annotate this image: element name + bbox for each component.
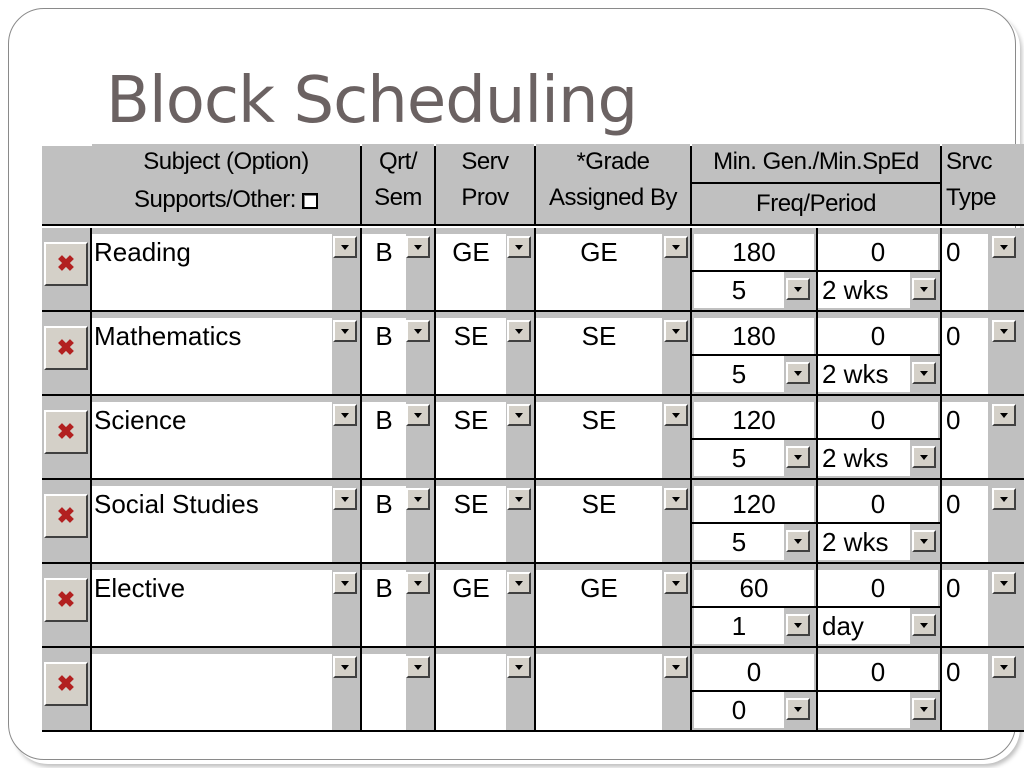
column-divider <box>360 564 362 648</box>
chevron-down-icon <box>341 329 349 334</box>
dropdown-button[interactable] <box>912 278 936 300</box>
chevron-down-icon <box>414 329 422 334</box>
dropdown-button[interactable] <box>992 320 1016 342</box>
period-field[interactable]: 2 wks <box>818 272 910 308</box>
header-srvc-line1: Srvc <box>942 144 1024 180</box>
min-sped-field[interactable]: 0 <box>818 570 938 606</box>
column-divider <box>360 312 362 396</box>
header-subject-supports-label: Supports/Other: <box>134 186 296 213</box>
serv-prov-field[interactable]: SE <box>436 402 506 478</box>
dropdown-button[interactable] <box>664 320 688 342</box>
chevron-down-icon <box>672 413 680 418</box>
header-min-line1: Min. Gen./Min.SpEd <box>692 144 940 180</box>
header-subject-line2 <box>92 182 360 218</box>
chevron-down-icon <box>672 245 680 250</box>
header-divider <box>690 182 942 184</box>
delete-row-button[interactable] <box>44 578 88 622</box>
period-field[interactable]: 2 wks <box>818 356 910 392</box>
dropdown-button[interactable] <box>992 488 1016 510</box>
freq-field[interactable]: 5 <box>694 440 784 476</box>
chevron-down-icon <box>672 329 680 334</box>
chevron-down-icon <box>341 413 349 418</box>
header-subject-line1: Subject (Option) <box>92 144 360 180</box>
chevron-down-icon <box>341 245 349 250</box>
column-divider <box>534 648 536 732</box>
dropdown-button[interactable] <box>406 320 430 342</box>
column-divider <box>816 396 818 480</box>
dropdown-button[interactable] <box>333 488 357 510</box>
header-divider <box>534 146 536 226</box>
min-sped-field[interactable]: 0 <box>818 654 938 690</box>
delete-row-button[interactable] <box>44 662 88 706</box>
delete-row-icon: ✖ <box>56 587 76 612</box>
delete-row-icon: ✖ <box>56 503 76 528</box>
dropdown-button[interactable] <box>786 278 810 300</box>
chevron-down-icon <box>1000 413 1008 418</box>
qrt-sem-field[interactable]: B <box>362 570 406 646</box>
dropdown-button[interactable] <box>333 236 357 258</box>
freq-field[interactable]: 1 <box>694 608 784 644</box>
row-bottom-line <box>42 730 1024 732</box>
subject-field[interactable]: Social Studies <box>90 486 332 562</box>
column-divider <box>434 228 436 312</box>
chevron-down-icon <box>515 665 523 670</box>
chevron-down-icon <box>794 371 802 376</box>
min-sped-field[interactable]: 0 <box>818 402 938 438</box>
freq-field[interactable]: 5 <box>694 524 784 560</box>
delete-row-icon: ✖ <box>56 671 76 696</box>
chevron-down-icon <box>341 497 349 502</box>
column-divider <box>940 648 942 732</box>
column-divider <box>940 312 942 396</box>
min-gen-field[interactable]: 120 <box>694 402 814 438</box>
chevron-down-icon <box>920 455 928 460</box>
dropdown-button[interactable] <box>507 656 531 678</box>
header-divider <box>690 146 692 226</box>
column-divider <box>816 312 818 396</box>
column-divider <box>690 396 692 480</box>
dropdown-button[interactable] <box>786 446 810 468</box>
column-divider <box>90 564 92 648</box>
header-serv-line1: Serv <box>436 144 534 180</box>
subject-field[interactable] <box>90 654 332 730</box>
serv-prov-field[interactable]: GE <box>436 234 506 310</box>
dropdown-button[interactable] <box>507 488 531 510</box>
dropdown-button[interactable] <box>406 572 430 594</box>
chevron-down-icon <box>794 707 802 712</box>
grade-assigned-field[interactable]: SE <box>536 318 662 394</box>
dropdown-button[interactable] <box>507 320 531 342</box>
column-divider <box>940 396 942 480</box>
period-field[interactable]: 2 wks <box>818 440 910 476</box>
dropdown-button[interactable] <box>664 236 688 258</box>
header-serv-line2: Prov <box>436 180 534 216</box>
column-divider <box>434 396 436 480</box>
srvc-type-field[interactable]: 0 <box>942 486 988 562</box>
chevron-down-icon <box>515 497 523 502</box>
subject-field[interactable]: Mathematics <box>90 318 332 394</box>
serv-prov-field[interactable]: SE <box>436 318 506 394</box>
delete-row-button[interactable] <box>44 494 88 538</box>
dropdown-button[interactable] <box>992 656 1016 678</box>
dropdown-button[interactable] <box>912 698 936 720</box>
column-divider <box>690 648 692 732</box>
delete-row-icon: ✖ <box>56 335 76 360</box>
dropdown-button[interactable] <box>406 404 430 426</box>
min-sped-field[interactable]: 0 <box>818 318 938 354</box>
header-min-line2: Freq/Period <box>692 186 940 222</box>
column-divider <box>360 648 362 732</box>
qrt-sem-field[interactable] <box>362 654 406 730</box>
dropdown-button[interactable] <box>912 362 936 384</box>
serv-prov-field[interactable] <box>436 654 506 730</box>
header-qrt-line2: Sem <box>362 180 434 216</box>
period-field[interactable]: 2 wks <box>818 524 910 560</box>
chevron-down-icon <box>794 455 802 460</box>
column-divider <box>360 228 362 312</box>
grade-assigned-field[interactable]: SE <box>536 486 662 562</box>
chevron-down-icon <box>672 497 680 502</box>
min-gen-field[interactable]: 180 <box>694 318 814 354</box>
column-divider <box>90 648 92 732</box>
dropdown-button[interactable] <box>333 320 357 342</box>
column-divider <box>534 312 536 396</box>
dropdown-button[interactable] <box>912 614 936 636</box>
dropdown-button[interactable] <box>912 446 936 468</box>
header-grade-line1: *Grade <box>536 144 690 180</box>
dropdown-button[interactable] <box>333 572 357 594</box>
header-bottom-line <box>42 224 1024 226</box>
column-divider <box>434 312 436 396</box>
header-srvc-line2: Type <box>942 180 1024 216</box>
delete-row-button[interactable] <box>44 410 88 454</box>
column-divider <box>90 312 92 396</box>
column-divider <box>90 396 92 480</box>
column-divider <box>690 564 692 648</box>
dropdown-button[interactable] <box>507 404 531 426</box>
chevron-down-icon <box>920 539 928 544</box>
period-field[interactable]: day <box>818 608 910 644</box>
chevron-down-icon <box>1000 329 1008 334</box>
freq-field[interactable]: 0 <box>694 692 784 728</box>
chevron-down-icon <box>794 623 802 628</box>
chevron-down-icon <box>672 665 680 670</box>
dropdown-button[interactable] <box>786 698 810 720</box>
srvc-type-field[interactable]: 0 <box>942 234 988 310</box>
chevron-down-icon <box>341 665 349 670</box>
subject-field[interactable]: Elective <box>90 570 332 646</box>
column-divider <box>816 228 818 312</box>
chevron-down-icon <box>515 245 523 250</box>
chevron-down-icon <box>414 581 422 586</box>
dropdown-button[interactable] <box>664 572 688 594</box>
dropdown-button[interactable] <box>786 530 810 552</box>
qrt-sem-field[interactable]: B <box>362 486 406 562</box>
chevron-down-icon <box>515 329 523 334</box>
column-divider <box>434 480 436 564</box>
grade-assigned-field[interactable] <box>536 654 662 730</box>
chevron-down-icon <box>1000 497 1008 502</box>
column-divider <box>534 564 536 648</box>
column-divider <box>690 228 692 312</box>
supports-other-checkbox[interactable] <box>302 193 318 209</box>
chevron-down-icon <box>1000 665 1008 670</box>
min-gen-field[interactable]: 0 <box>694 654 814 690</box>
chevron-down-icon <box>1000 245 1008 250</box>
qrt-sem-field[interactable]: B <box>362 402 406 478</box>
chevron-down-icon <box>672 581 680 586</box>
header-grade-line2: Assigned By <box>536 180 690 216</box>
chevron-down-icon <box>920 707 928 712</box>
dropdown-button[interactable] <box>406 656 430 678</box>
header-divider <box>940 146 942 226</box>
dropdown-button[interactable] <box>912 530 936 552</box>
column-divider <box>534 228 536 312</box>
header-qrt-line1: Qrt/ <box>362 144 434 180</box>
min-gen-field[interactable]: 180 <box>694 234 814 270</box>
chevron-down-icon <box>341 581 349 586</box>
column-divider <box>940 228 942 312</box>
min-sped-field[interactable]: 0 <box>818 234 938 270</box>
chevron-down-icon <box>414 497 422 502</box>
header-divider <box>434 146 436 226</box>
dropdown-button[interactable] <box>333 656 357 678</box>
dropdown-button[interactable] <box>406 236 430 258</box>
chevron-down-icon <box>515 581 523 586</box>
min-sped-field[interactable]: 0 <box>818 486 938 522</box>
delete-row-button[interactable] <box>44 242 88 286</box>
dropdown-button[interactable] <box>664 656 688 678</box>
dropdown-button[interactable] <box>786 614 810 636</box>
grade-assigned-field[interactable]: SE <box>536 402 662 478</box>
column-divider <box>534 396 536 480</box>
serv-prov-field[interactable]: GE <box>436 570 506 646</box>
chevron-down-icon <box>515 413 523 418</box>
dropdown-button[interactable] <box>992 236 1016 258</box>
qrt-sem-field[interactable]: B <box>362 318 406 394</box>
delete-row-button[interactable] <box>44 326 88 370</box>
chevron-down-icon <box>414 413 422 418</box>
delete-row-icon: ✖ <box>56 419 76 444</box>
header-divider <box>360 146 362 226</box>
grade-assigned-field[interactable]: GE <box>536 570 662 646</box>
column-divider <box>816 480 818 564</box>
dropdown-button[interactable] <box>992 572 1016 594</box>
column-divider <box>816 564 818 648</box>
freq-field[interactable]: 5 <box>694 356 784 392</box>
dropdown-button[interactable] <box>507 236 531 258</box>
chevron-down-icon <box>1000 581 1008 586</box>
chevron-down-icon <box>414 245 422 250</box>
srvc-type-field[interactable]: 0 <box>942 402 988 478</box>
column-divider <box>816 648 818 732</box>
column-divider <box>360 396 362 480</box>
column-divider <box>534 480 536 564</box>
freq-field[interactable]: 5 <box>694 272 784 308</box>
qrt-sem-field[interactable]: B <box>362 234 406 310</box>
grade-assigned-field[interactable]: GE <box>536 234 662 310</box>
dropdown-button[interactable] <box>664 404 688 426</box>
min-gen-field[interactable]: 60 <box>694 570 814 606</box>
column-divider <box>90 228 92 312</box>
column-divider <box>940 480 942 564</box>
column-divider <box>690 480 692 564</box>
chevron-down-icon <box>920 623 928 628</box>
dropdown-button[interactable] <box>786 362 810 384</box>
subject-field[interactable]: Science <box>90 402 332 478</box>
column-divider <box>434 648 436 732</box>
dropdown-button[interactable] <box>507 572 531 594</box>
dropdown-button[interactable] <box>406 488 430 510</box>
serv-prov-field[interactable]: SE <box>436 486 506 562</box>
slide-title: Block Scheduling <box>106 64 638 138</box>
chevron-down-icon <box>920 371 928 376</box>
chevron-down-icon <box>414 665 422 670</box>
srvc-type-field[interactable]: 0 <box>942 570 988 646</box>
dropdown-button[interactable] <box>664 488 688 510</box>
column-divider <box>690 312 692 396</box>
period-field[interactable] <box>818 692 910 728</box>
chevron-down-icon <box>794 539 802 544</box>
min-gen-field[interactable]: 120 <box>694 486 814 522</box>
column-divider <box>434 564 436 648</box>
chevron-down-icon <box>794 287 802 292</box>
delete-row-icon: ✖ <box>56 251 76 276</box>
column-divider <box>940 564 942 648</box>
chevron-down-icon <box>920 287 928 292</box>
srvc-type-field[interactable]: 0 <box>942 318 988 394</box>
column-divider <box>360 480 362 564</box>
column-divider <box>90 480 92 564</box>
srvc-type-field[interactable]: 0 <box>942 654 988 730</box>
dropdown-button[interactable] <box>992 404 1016 426</box>
dropdown-button[interactable] <box>333 404 357 426</box>
subject-field[interactable]: Reading <box>90 234 332 310</box>
